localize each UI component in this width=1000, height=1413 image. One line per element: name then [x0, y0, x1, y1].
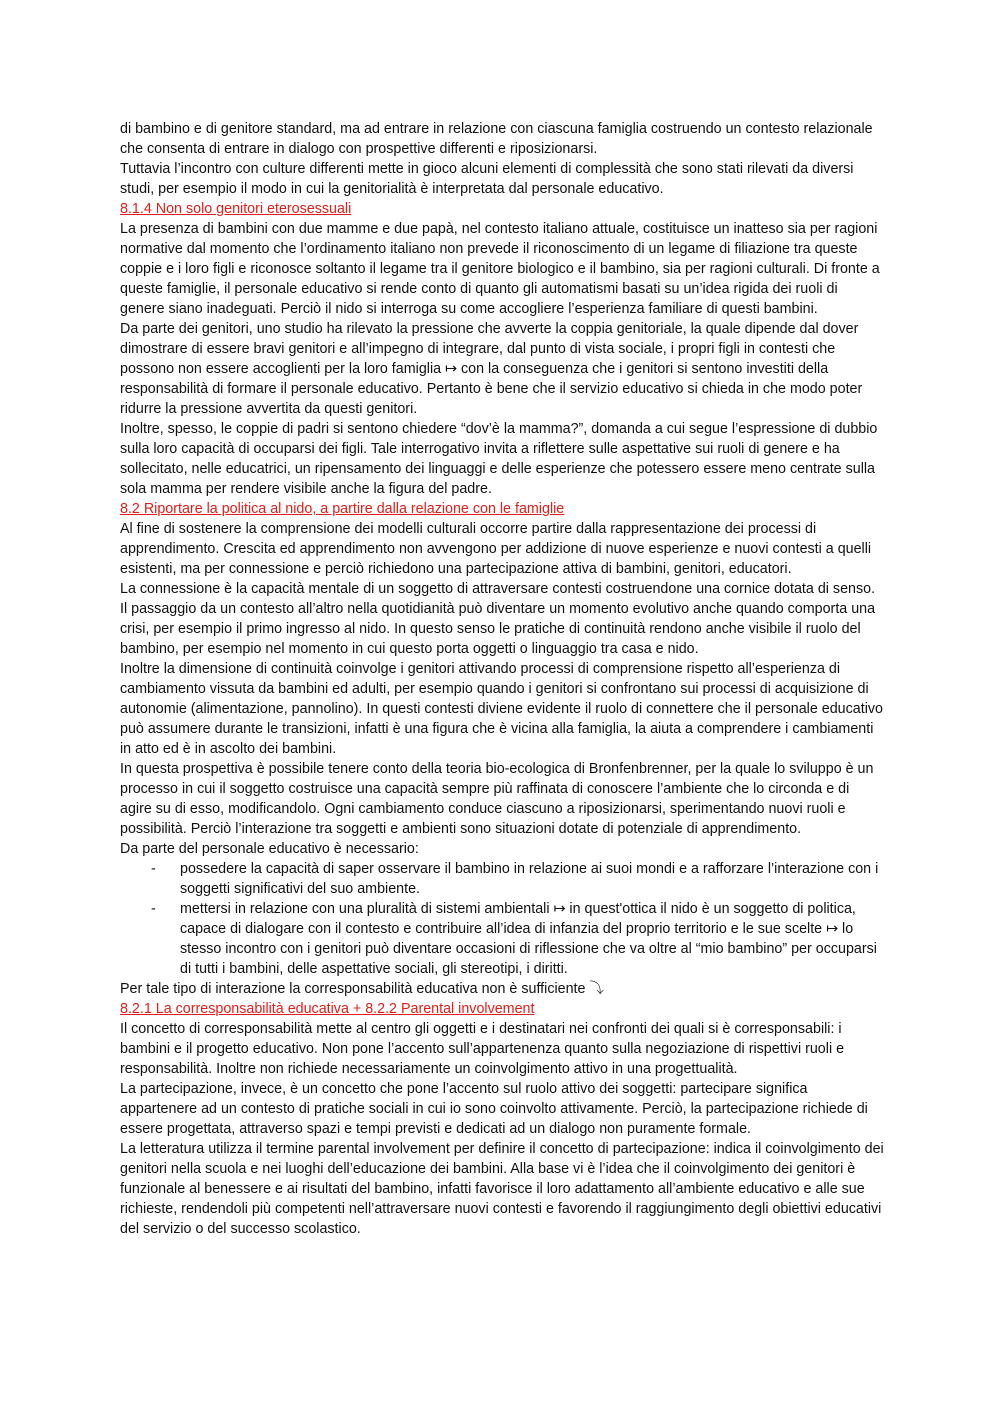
section-heading-8-2-1: 8.2.1 La corresponsabilità educativa + 8.2.2 Parental involvement	[120, 1001, 535, 1017]
section-heading-8-2: 8.2 Riportare la politica al nido, a partire dalla relazione con le famiglie	[120, 501, 565, 517]
document-page	[120, 119, 884, 1239]
paragraph: Da parte del personale educativo è necessario:	[120, 841, 419, 857]
paragraph: Da parte dei genitori, uno studio ha rilevato la pressione che avverte la coppia genitoriale, la quale dipende dal dover dimostrare di essere bravi genitori e all’impegno di integrare, dal punto di vista sociale, i propri figli in contesti che possono non essere accoglienti per la loro famiglia ↦ con la conseguenza che i genitori si sentono investiti della responsabilità di formare il personale educativo. Pertanto è bene che il servizio educativo si chieda in che modo poter ridurre la pressione avvertita da questi genitori.	[120, 321, 863, 417]
paragraph: Inoltre la dimensione di continuità coinvolge i genitori attivando processi di comprensione rispetto all’esperienza di cambiamento vissuta da bambini ed adulti, per esempio quando i genitori si confrontano sui processi di acquisizione di autonomie (alimentazione, pannolino). In questi contesti diviene evidente il ruolo di connettere che il personale educativo può assumere durante le transizioni, infatti è una figura che è vicina alla famiglia, la aiuta a comprendere i cambiamenti in atto ed è in ascolto dei bambini.	[120, 661, 883, 757]
paragraph: Al fine di sostenere la comprensione dei modelli culturali occorre partire dalla rappresentazione dei processi di apprendimento. Crescita ed apprendimento non avvengono per addizione di nuove esperienze e nuovi contesti a quelli esistenti, ma per connessione e perciò richiedono una partecipazione attiva di bambini, genitori, educatori.	[120, 521, 872, 577]
bullet-dash: -	[151, 901, 156, 917]
paragraph: La partecipazione, invece, è un concetto che pone l’accento sul ruolo attivo dei soggetti: partecipare significa appartenere ad un contesto di pratiche sociali in cui io sono coinvolto attivamente. Perciò, la partecipazione richiede di essere progettata, attraverso spazi e tempi previsti e dedicati ad un dialogo non puramente formale.	[120, 1081, 868, 1137]
paragraph: di bambino e di genitore standard, ma ad entrare in relazione con ciascuna famiglia costruendo un contesto relazionale che consenta di entrare in dialogo con prospettive differenti e riposizionarsi.	[120, 121, 873, 157]
list-item	[151, 859, 884, 899]
bullet-list	[120, 859, 884, 979]
paragraph: Tuttavia l’incontro con culture differenti mette in gioco alcuni elementi di complessità che sono stati rilevati da diversi studi, per esempio il modo in cui la genitorialità è interpretata dal personale educativo.	[120, 161, 854, 197]
paragraph: In questa prospettiva è possibile tenere conto della teoria bio-ecologica di Bronfenbrenner, per la quale lo sviluppo è un processo in cui il soggetto costruisce una capacità sempre più raffinata di conoscere l’ambiente che lo circonda e di agire su di esso, modificandolo. Ogni cambiamento conduce ciascuno a riposizionarsi, sperimentando nuovi ruoli e possibilità. Perciò l’interazione tra soggetti e ambienti sono situazioni dotate di potenziale di apprendimento.	[120, 761, 874, 837]
paragraph: Per tale tipo di interazione la corresponsabilità educativa non è sufficiente ⤵	[120, 981, 604, 997]
list-item	[151, 899, 884, 979]
list-item-text: mettersi in relazione con una pluralità di sistemi ambientali ↦ in quest'ottica il nido è un soggetto di politica, capace di dialogare con il contesto e contribuire all’idea di infanzia del proprio territorio e le sue scelte ↦ lo stesso incontro con i genitori può diventare occasioni di riflessione che va oltre al “mio bambino” per occuparsi di tutti i bambini, delle aspettative sociali, gli stereotipi, i diritti.	[180, 901, 877, 977]
section-heading-8-1-4: 8.1.4 Non solo genitori eterosessuali	[120, 201, 352, 217]
paragraph: Inoltre, spesso, le coppie di padri si sentono chiedere “dov’è la mamma?”, domanda a cui segue l’espressione di dubbio sulla loro capacità di occuparsi dei figli. Tale interrogativo invita a riflettere sulle aspettative sui ruoli di genere e ha sollecitato, nelle educatrici, un ripensamento dei linguaggi e delle esperienze che potessero essere meno centrate sulla sola mamma per rendere visibile anche la figura del padre.	[120, 421, 878, 497]
bullet-dash: -	[151, 861, 156, 877]
list-item-text: possedere la capacità di saper osservare il bambino in relazione ai suoi mondi e a rafforzare l’interazione con i soggetti significativi del suo ambiente.	[180, 861, 879, 897]
paragraph: Il concetto di corresponsabilità mette al centro gli oggetti e i destinatari nei confronti dei quali si è corresponsabili: i bambini e il progetto educativo. Non pone l’accento sull’appartenenza quanto sulla negoziazione di rispettivi ruoli e responsabilità. Inoltre non richiede necessariamente un coinvolgimento attivo in una progettualità.	[120, 1021, 845, 1077]
paragraph: La letteratura utilizza il termine parental involvement per definire il concetto di partecipazione: indica il coinvolgimento dei genitori nella scuola e nei luoghi dell’educazione dei bambini. Alla base vi è l’idea che il coinvolgimento dei genitori è funzionale al benessere e ai risultati del bambino, infatti favorisce il loro adattamento all’ambiente educativo e alle sue richieste, rendendoli più competenti nell’attraversare nuovi contesti e favorendo il raggiungimento degli obiettivi educativi del servizio o del successo scolastico.	[120, 1141, 884, 1237]
paragraph: La presenza di bambini con due mamme e due papà, nel contesto italiano attuale, costituisce un inatteso sia per ragioni normative dal momento che l’ordinamento italiano non prevede il riconoscimento di un legame di filiazione tra queste coppie e i loro figli e riconosce soltanto il legame tra il genitore biologico e il bambino, sia per ragioni culturali. Di fronte a queste famiglie, il personale educativo si rende conto di quanto gli automatismi basati su un’idea rigida dei ruoli di genere siano inadeguati. Perciò il nido si interroga su come accogliere l’esperienza familiare di questi bambini.	[120, 221, 880, 317]
paragraph: La connessione è la capacità mentale di un soggetto di attraversare contesti costruendone una cornice dotata di senso. Il passaggio da un contesto all’altro nella quotidianità può diventare un momento evolutivo anche quando comporta una crisi, per esempio il primo ingresso al nido. In questo senso le pratiche di continuità rendono anche visibile il ruolo del bambino, per esempio nel momento in cui questo porta oggetti o linguaggio tra casa e nido.	[120, 581, 876, 657]
